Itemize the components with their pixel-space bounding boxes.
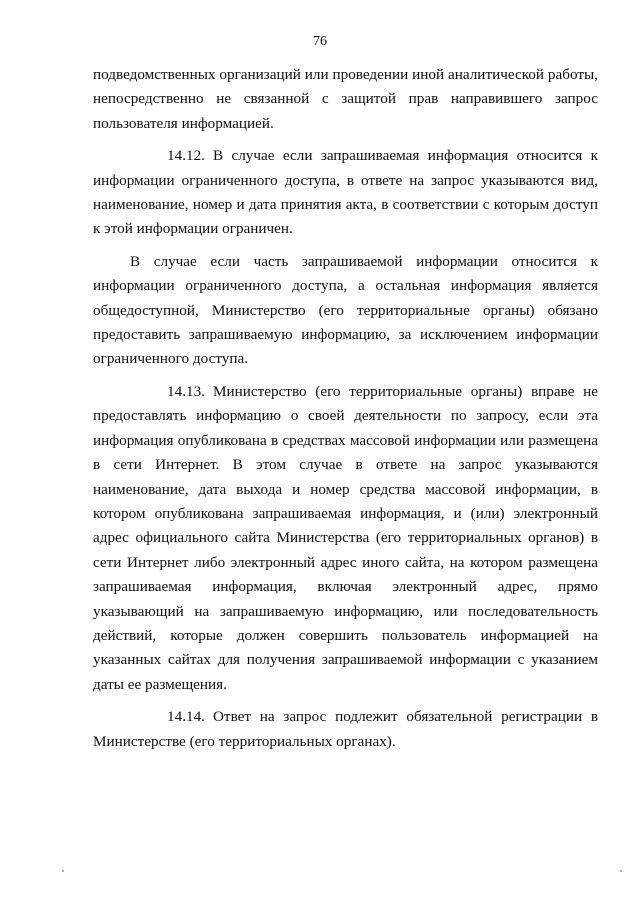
clause-text: Ответ на запрос подлежит обязательной регистрации в Министерстве (его территориальных органах).	[93, 708, 598, 750]
clause-text: В случае если запрашиваемая информация относится к информации ограниченного доступа, в ответе на запрос указываются вид, наименование, номер и дата принятия акта, в соответствии с которым доступ к этой информации ограничен.	[93, 147, 598, 238]
clause-number: 14.12.	[167, 147, 205, 165]
document-body	[93, 63, 598, 762]
paragraph-partial-restriction	[93, 250, 598, 372]
clause-14-13	[93, 380, 598, 697]
page-number: 76	[313, 34, 327, 49]
clause-number: 14.14.	[167, 708, 205, 726]
paragraph-text: подведомственных организаций или проведении иной аналитической работы, непосредственно не связанной с защитой прав направившего запрос пользователя информацией.	[93, 66, 598, 132]
clause-14-12	[93, 144, 598, 242]
scan-artifact	[62, 870, 64, 872]
clause-14-14	[93, 705, 598, 754]
clause-text: Министерство (его территориальные органы) вправе не предоставлять информацию о своей деятельности по запросу, если эта информация опубликована в средствах массовой информации или размещена в сети Интернет. В этом случае в ответе на запрос указываются наименование, дата выхода и номер средства массовой информации, в котором опубликована запрашиваемая информация, и (или) электронный адрес официального сайта Министерства (его территориальных органов) в сети Интернет либо электронный адрес иного сайта, на котором размещена запрашиваемая информация, включая электронный адрес, прямо указывающий на запрашиваемую информацию, или последовательность действий, которые должен совершить пользователь информацией на указанных сайтах для получения запрашиваемой информации с указанием даты ее размещения.	[93, 382, 598, 693]
clause-number: 14.13.	[167, 382, 205, 400]
paragraph-continuation	[93, 63, 598, 136]
paragraph-text: В случае если часть запрашиваемой информации относится к информации ограниченного доступа, а остальная информация является общедоступной, Министерство (его территориальные органы) обязано предоставить запрашиваемую информацию, за исключением информации ограниченного доступа.	[93, 252, 598, 368]
scan-artifact	[620, 870, 622, 872]
